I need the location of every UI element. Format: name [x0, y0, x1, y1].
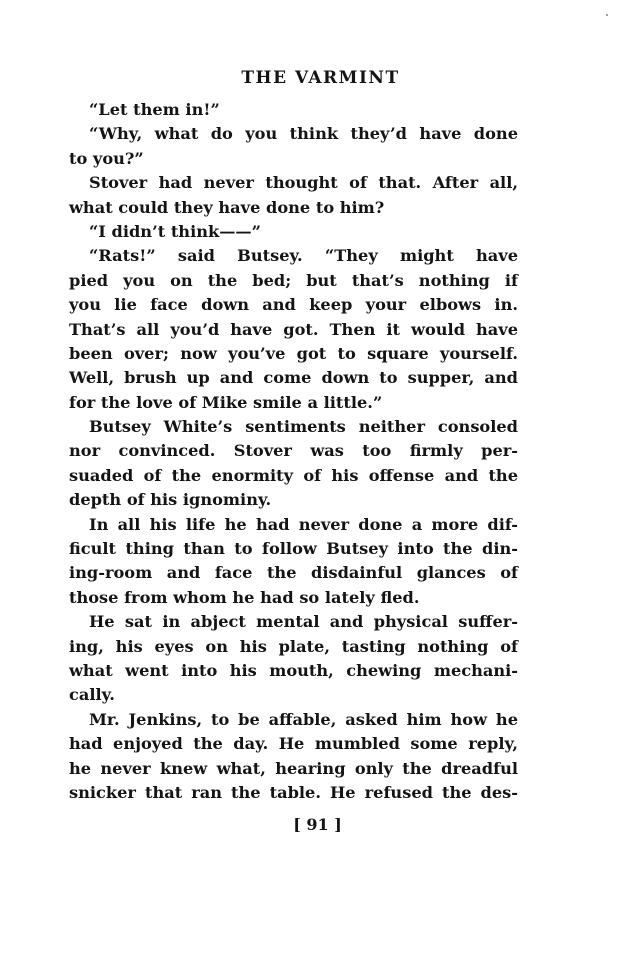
- text-line: what went into his mouth, chewing mechani-: [69, 660, 518, 680]
- text-line: had enjoyed the day. He mumbled some reply,: [69, 734, 518, 754]
- text-line: ing, his eyes on his plate, tasting nothing of: [69, 636, 518, 656]
- paper-speck: [606, 14, 608, 16]
- body-text: [69, 98, 518, 805]
- text-line: ficult thing than to follow Butsey into the din-: [69, 539, 518, 559]
- text-line: Butsey White’s sentiments neither consoled: [89, 417, 518, 437]
- text-line: those from whom he had so lately fled.: [69, 587, 420, 607]
- text-line: depth of his ignominy.: [69, 490, 272, 510]
- text-line: “Rats!” said Butsey. “They might have: [89, 246, 518, 266]
- text-line: you lie face down and keep your elbows in.: [69, 295, 518, 315]
- text-line: he never knew what, hearing only the dreadful: [69, 758, 518, 778]
- text-line: for the love of Mike smile a little.”: [69, 392, 383, 412]
- text-line: “Let them in!”: [89, 100, 220, 119]
- text-line: Mr. Jenkins, to be affable, asked him how he: [89, 709, 518, 729]
- text-line: cally.: [69, 685, 115, 705]
- running-head: THE VARMINT: [241, 68, 400, 88]
- text-line: “I didn’t think——”: [89, 221, 261, 241]
- text-line: snicker that ran the table. He refused the des-: [69, 782, 518, 802]
- text-line: pied you on the bed; but that’s nothing if: [69, 270, 518, 290]
- text-line: suaded of the enormity of his offense and the: [69, 465, 518, 485]
- text-line: He sat in abject mental and physical suffer-: [89, 612, 518, 632]
- text-line: nor convinced. Stover was too firmly per-: [69, 441, 518, 461]
- text-line: what could they have done to him?: [69, 197, 385, 217]
- text-line: Stover had never thought of that. After all,: [89, 173, 518, 193]
- text-line: ing-room and face the disdainful glances of: [69, 563, 518, 583]
- page-number: [ 91 ]: [293, 815, 342, 834]
- text-line: “Why, what do you think they’d have done: [89, 124, 518, 144]
- text-line: In all his life he had never done a more dif-: [89, 514, 518, 534]
- text-line: That’s all you’d have got. Then it would have: [69, 319, 518, 339]
- text-line: been over; now you’ve got to square yourself.: [69, 343, 518, 363]
- text-line: Well, brush up and come down to supper, and: [69, 368, 518, 388]
- text-line: to you?”: [69, 148, 144, 168]
